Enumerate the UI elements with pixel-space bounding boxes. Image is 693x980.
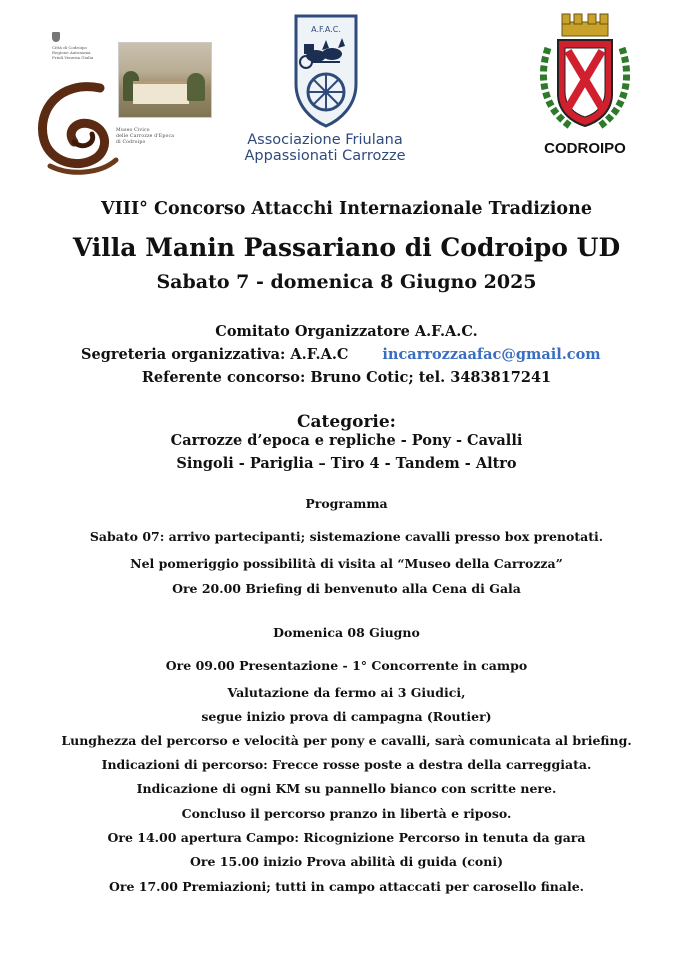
program-line: Ore 15.00 inizio Prova abilità di guida (coni) [190,854,503,869]
program-title: Programma [305,496,388,511]
city-crest-icon [52,32,60,42]
secretariat-label: Segreteria organizzativa: A.F.A.C [81,346,349,363]
swirl-logo-icon [30,70,120,180]
program-line: Indicazioni di percorso: Frecce rosse poste a destra della carreggiata. [101,757,592,772]
secretariat-line [81,346,601,363]
categories-title: Categorie: [297,412,396,432]
program-line: Indicazione di ogni KM su pannello bianco con scritte nere. [136,781,557,796]
program-line: Ore 17.00 Premiazioni; tutti in campo attaccati per carosello finale. [108,879,585,894]
program-line: Ore 20.00 Briefing di benvenuto alla Cena di Gala [172,581,521,596]
program-line: Sabato 07: arrivo partecipanti; sistemazione cavalli presso box prenotati. [89,529,604,544]
program-line: Nel pomeriggio possibilità di visita al “Museo della Carrozza” [130,556,563,571]
afac-name: Associazione Friulana Appassionati Carrozze [244,132,406,164]
codroipo-name: CODROIPO [544,140,626,157]
sunday-title: Domenica 08 Giugno [273,625,420,640]
svg-text:A.F.A.C.: A.F.A.C. [311,25,341,34]
museum-caption: Museo Civico delle Carrozze d'Epoca di Codroipo [116,128,175,145]
museum-logo [30,30,220,180]
program-line: Ore 14.00 apertura Campo: Ricognizione Percorso in tenuta da gara [107,830,586,845]
program-line: Lunghezza del percorso e velocità per pony e cavalli, sarà comunicata al briefing. [61,733,632,748]
categories-line-2: Singoli - Pariglia – Tiro 4 - Tandem - Altro [176,455,517,472]
codroipo-logo [530,8,640,163]
carriage-shield-icon [292,10,360,130]
logo-header [0,0,693,190]
program-line: Ore 09.00 Presentazione - 1° Concorrente in campo [165,658,528,673]
event-title: Villa Manin Passariano di Codroipo UD [72,233,621,262]
program-line: segue inizio prova di campagna (Routier) [201,709,492,724]
event-subtitle: VIII° Concorso Attacchi Internazionale Tradizione [101,199,592,219]
afac-logo [240,10,410,175]
email-link[interactable]: incarrozzaafac@gmail.com [382,346,601,363]
codroipo-crest-icon [530,8,640,138]
contact-line: Referente concorso: Bruno Cotic; tel. 3483817241 [141,369,552,386]
event-dates: Sabato 7 - domenica 8 Giugno 2025 [156,271,537,293]
organizing-committee: Comitato Organizzatore A.F.A.C. [215,323,478,340]
villa-photo [118,42,212,118]
categories-line-1: Carrozze d’epoca e repliche - Pony - Cavalli [170,432,523,449]
museum-small-text: Città di Codroipo Regione Autonoma Friuli Venezia Giulia [52,45,94,60]
program-line: Valutazione da fermo ai 3 Giudici, [227,685,466,700]
program-line: Concluso il percorso pranzo in libertà e riposo. [181,806,512,821]
